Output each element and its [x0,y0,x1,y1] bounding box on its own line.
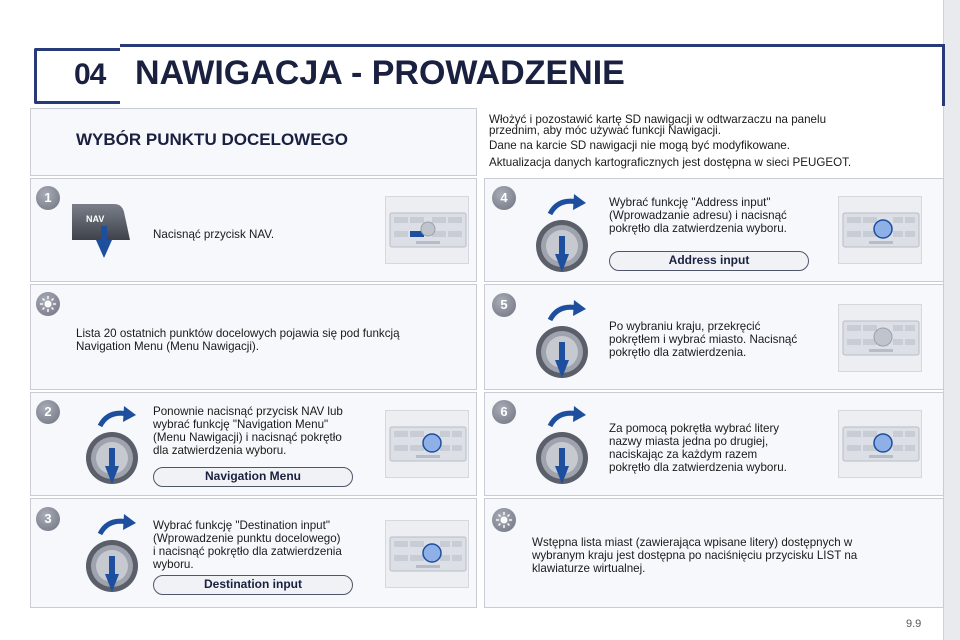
step-5-line-1: Po wybraniu kraju, przekręcić [609,320,761,333]
rotary-knob-press-icon [528,192,596,276]
radio-unit-illustration-4 [838,196,922,264]
step-6-line-3: naciskając za każdym razem [609,448,758,461]
step-2-line-4: dla zatwierdzenia wyboru. [153,444,287,457]
step-5-line-3: pokrętło dla zatwierdzenia. [609,346,747,359]
tip-1-badge [36,292,60,316]
page-title: NAWIGACJA - PROWADZENIE [135,54,625,92]
nav-button-label: NAV [86,214,105,224]
right-margin-strip [943,0,960,640]
tip-sun-icon [36,292,60,316]
page-header [0,44,945,106]
intro-line-2: przednim, aby móc używać funkcji Nawigacji. [489,124,721,137]
radio-unit-illustration-2 [385,410,469,478]
nav-button-illustration [70,200,142,260]
navigation-menu-label: Navigation Menu [153,467,353,487]
tip-2-badge [492,508,516,532]
tip-sun-icon [492,508,516,532]
tip-1-line-1: Lista 20 ostatnich punktów docelowych pojawia się pod funkcją [76,327,400,340]
chapter-number: 04 [74,58,106,91]
tip-2-line-1: Wstępna lista miast (zawierająca wpisane litery) dostępnych w [532,536,853,549]
step-4-line-2: (Wprowadzanie adresu) i nacisnąć [609,209,787,222]
step-3-line-3: i nacisnąć pokrętło dla zatwierdzenia [153,545,342,558]
step-3-line-2: (Wprowadzenie punktu docelowego) [153,532,341,545]
step-6-line-4: pokrętło dla zatwierdzenia wyboru. [609,461,787,474]
radio-unit-illustration-3 [385,520,469,588]
header-rule [120,44,945,47]
rotary-knob-press-icon [78,512,146,596]
tip-1-line-2: Navigation Menu (Menu Nawigacji). [76,340,260,353]
radio-unit-illustration-5 [838,304,922,372]
step-3-badge: 3 [36,507,60,531]
intro-line-4: Aktualizacja danych kartograficznych jest dostępna w sieci PEUGEOT. [489,156,852,169]
step-6-line-1: Za pomocą pokrętła wybrać litery [609,422,780,435]
step-2-line-2: wybrać funkcję "Navigation Menu" [153,418,329,431]
section-title: WYBÓR PUNKTU DOCELOWEGO [76,130,348,149]
radio-unit-illustration-6 [838,410,922,478]
step-3-line-4: wyboru. [153,558,194,571]
intro-line-3: Dane na karcie SD nawigacji nie mogą być modyfikowane. [489,139,790,152]
tip-2-line-3: klawiaturze wirtualnej. [532,562,646,575]
intro-line-1: Włożyć i pozostawić kartę SD nawigacji w odtwarzaczu na panelu [489,113,827,126]
rotary-knob-turn-icon [528,298,596,382]
address-input-label: Address input [609,251,809,271]
step-3-line-1: Wybrać funkcję "Destination input" [153,519,330,532]
rotary-knob-press-icon [78,404,146,488]
step-2-line-1: Ponownie nacisnąć przycisk NAV lub [153,405,343,418]
step-6-line-2: nazwy miasta jedna po drugiej, [609,435,769,448]
header-rule-vertical [942,44,945,106]
step-5-line-2: pokrętłem i wybrać miasto. Nacisnąć [609,333,798,346]
step-4-line-1: Wybrać funkcję "Address input" [609,196,771,209]
step-5-badge: 5 [492,293,516,317]
step-1-badge: 1 [36,186,60,210]
step-4-badge: 4 [492,186,516,210]
tip-2-line-2: wybranym kraju jest dostępna po naciśnięciu przycisku LIST na [532,549,858,562]
destination-input-label: Destination input [153,575,353,595]
step-2-badge: 2 [36,400,60,424]
step-6-badge: 6 [492,400,516,424]
page-number: 9.9 [906,618,922,630]
radio-unit-illustration-1 [385,196,469,264]
step-1-text: Nacisnąć przycisk NAV. [153,228,275,241]
step-4-line-3: pokrętło dla zatwierdzenia wyboru. [609,222,787,235]
rotary-knob-press-icon [528,404,596,488]
step-2-line-3: (Menu Nawigacji) i nacisnąć pokrętło [153,431,342,444]
